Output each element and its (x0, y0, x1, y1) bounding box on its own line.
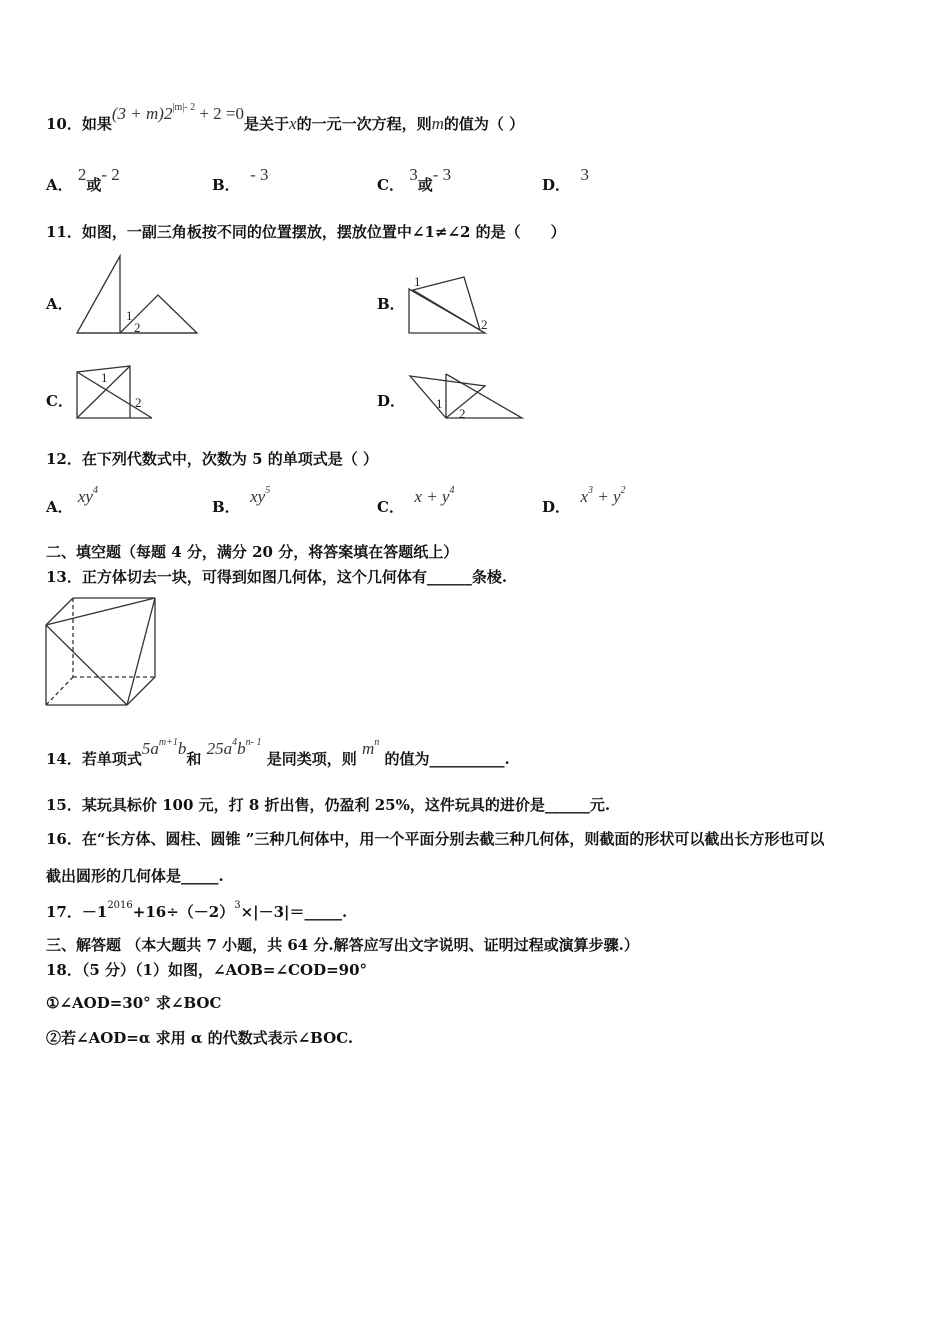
exponent: 2 (620, 485, 626, 496)
option-label: A． (46, 498, 73, 516)
term: b (237, 739, 246, 758)
option-label: A． (46, 176, 73, 194)
question-18-part-1: ①∠AOD=30° 求∠BOC (46, 994, 222, 1012)
variable-m: m (431, 114, 444, 133)
q14-text: 14．若单项式 (46, 750, 142, 768)
angle-1-label: 1 (126, 308, 133, 323)
q11-option-d[interactable]: D． (377, 392, 406, 410)
question-14 (46, 737, 510, 769)
expr: + y (593, 487, 621, 506)
exponent: n (374, 737, 380, 748)
option-label: B． (212, 498, 240, 516)
exponent: 3 (234, 900, 241, 911)
equation-exponent: |m|- 2 (172, 102, 196, 113)
equation-tail: + 2 =0 (195, 104, 245, 123)
option-value: - 2 (101, 165, 120, 184)
q11-option-a[interactable]: A． (46, 295, 73, 313)
angle-2-label: 2 (135, 395, 142, 410)
question-number: 10． (46, 115, 82, 133)
exponent: 4 (449, 485, 455, 496)
q10-text: 如果 (81, 115, 112, 133)
monomial-1 (142, 739, 186, 758)
option-label: C． (377, 498, 404, 516)
expr: x (580, 487, 589, 506)
option-value: 3 (409, 165, 418, 184)
section-2-heading: 二、填空题（每题 4 分，满分 20 分，将答案填在答题纸上） (46, 543, 459, 561)
question-12: 12．在下列代数式中，次数为 5 的单项式是（ ） (46, 450, 378, 468)
angle-2-label: 2 (481, 317, 488, 332)
term: m (361, 739, 375, 758)
expr: xy (77, 487, 93, 506)
exponent: n- 1 (245, 737, 262, 748)
q10-text: 的值为（ ） (443, 115, 525, 133)
q14-text: 和 (186, 750, 202, 768)
q11-option-c[interactable]: C． (46, 392, 73, 410)
question-18-part-2: ②若∠AOD=α 求用 α 的代数式表示∠BOC. (46, 1029, 354, 1047)
m-power-n (362, 739, 379, 758)
q11-option-b[interactable]: B． (377, 295, 405, 313)
question-13: 13．正方体切去一块，可得到如图几何体，这个几何体有______条棱. (46, 568, 508, 586)
q10-text: 是关于 (244, 115, 290, 133)
question-18: 18．（5 分）（1）如图，∠AOB=∠COD=90° (46, 961, 368, 979)
q14-text: 是同类项，则 (266, 750, 357, 768)
term: 5a (141, 739, 159, 758)
angle-2-label: 2 (134, 320, 141, 335)
exponent: 2016 (107, 900, 133, 911)
monomial-2 (207, 739, 262, 758)
term: 25a (206, 739, 233, 758)
option-value: 3 (580, 165, 589, 184)
term: b (177, 739, 187, 758)
question-15: 15．某玩具标价 100 元，打 8 折出售，仍盈利 25%，这件玩具的进价是______元. (46, 796, 611, 814)
exponent: 4 (92, 485, 98, 496)
angle-2-label: 2 (459, 406, 466, 421)
angle-1-label: 1 (414, 274, 421, 289)
option-value: - 3 (432, 165, 452, 184)
exponent: 5 (265, 485, 271, 496)
angle-1-label: 1 (436, 396, 443, 411)
q10-text: 的一元一次方程，则 (296, 115, 432, 133)
q14-text: 的值为__________. (384, 750, 510, 768)
option-label: D． (542, 498, 571, 516)
exponent: 3 (588, 485, 594, 496)
exponent: m+1 (158, 737, 178, 748)
question-16-continued: 截出圆形的几何体是_____. (46, 867, 224, 885)
option-value: - 3 (250, 165, 269, 184)
q17-text: 17．－1 (46, 903, 108, 921)
angle-1-label: 1 (101, 370, 108, 385)
question-17 (46, 900, 347, 922)
option-label: D． (542, 176, 571, 194)
exponent: 4 (232, 737, 238, 748)
option-value: 2 (77, 165, 87, 184)
variable-x: x (289, 114, 297, 133)
expr: x + y (414, 487, 450, 506)
q17-text: ×|－3|＝_____. (240, 903, 348, 921)
option-or: 或 (86, 176, 102, 194)
equation-base: (3 + m)2 (111, 104, 173, 123)
option-or: 或 (417, 176, 433, 194)
expr: xy (250, 487, 266, 506)
question-11: 11．如图，一副三角板按不同的位置摆放，摆放位置中∠1≠∠2 的是（ ） (46, 223, 566, 241)
option-label: C． (377, 176, 404, 194)
question-16: 16．在“长方体、圆柱、圆锥 ”三种几何体中，用一个平面分别去截三种几何体，则截面的形状可以截出长方形也可以 (46, 830, 825, 848)
q17-text: +16÷（－2） (132, 903, 235, 921)
option-label: B． (212, 176, 240, 194)
section-3-heading: 三、解答题 （本大题共 7 小题，共 64 分.解答应写出文字说明、证明过程或演算步骤.） (46, 936, 639, 954)
